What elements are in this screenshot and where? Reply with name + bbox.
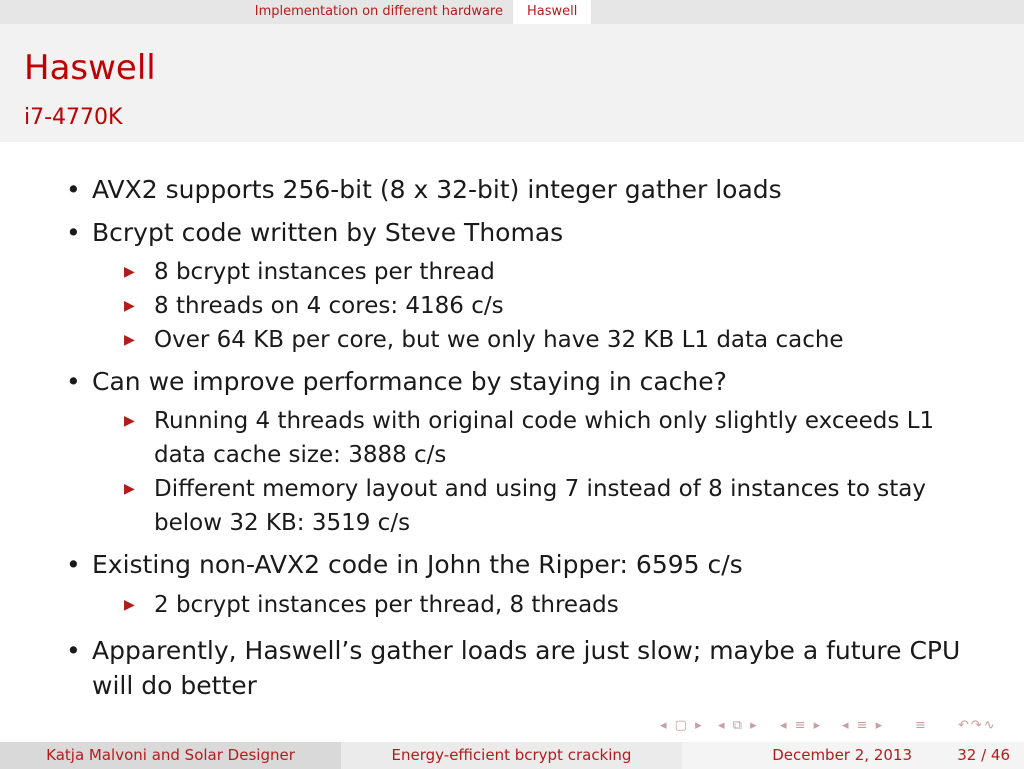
bullet-text: AVX2 supports 256-bit (8 x 32-bit) integer gather loads (92, 175, 782, 204)
sub-bullet-text: 8 bcrypt instances per thread (154, 259, 495, 285)
nav-document-icon[interactable]: ◂ ≡ ▸ (842, 718, 885, 733)
nav-frame-icon[interactable]: ◂ ▢ ▸ (660, 718, 704, 733)
bullet-text: Apparently, Haswell’s gather loads are just slow; maybe a future CPU will do better (92, 636, 961, 700)
sub-bullet-item (124, 404, 964, 472)
bullet-item (66, 364, 1002, 399)
nav-subsection-icon[interactable]: ◂ ⧉ ▸ (718, 718, 759, 733)
footer-info (682, 742, 1024, 769)
footer-page-number: 32 / 46 (957, 746, 1010, 764)
nav-section-icon[interactable]: ◂ ≡ ▸ (780, 718, 823, 733)
bullet-item (66, 547, 1002, 582)
footer-authors: Katja Malvoni and Solar Designer (0, 742, 341, 769)
bullet-text: Existing non-AVX2 code in John the Ripper: 6595 c/s (92, 550, 743, 579)
sub-bullet-text: 8 threads on 4 cores: 4186 c/s (154, 293, 504, 319)
sub-bullet-item (124, 588, 974, 622)
bullet-dot-icon: • (66, 175, 81, 204)
slide-footer (0, 742, 1024, 769)
triangle-bullet-icon: ▶ (124, 332, 135, 348)
bullet-dot-icon: • (66, 218, 81, 247)
bullet-dot-icon: • (66, 367, 81, 396)
bullet-item (66, 633, 992, 703)
frame-title: Haswell (24, 48, 156, 88)
triangle-bullet-icon: ▶ (124, 481, 135, 497)
bullet-item (66, 172, 1002, 207)
frame-subtitle: i7-4770K (24, 105, 123, 130)
nav-subsection-link[interactable]: Haswell (513, 0, 591, 24)
sub-bullet-text: Running 4 threads with original code which only slightly exceeds L1 data cache size: 3888 c/s (154, 408, 935, 468)
sub-bullet-item (124, 472, 954, 540)
footer-talk-title: Energy-efficient bcrypt cracking (341, 742, 682, 769)
sub-bullet-text: Different memory layout and using 7 instead of 8 instances to stay below 32 KB: 3519 c/s (154, 476, 926, 536)
nav-section-link[interactable]: Implementation on different hardware (254, 4, 503, 19)
sub-bullet-text: 2 bcrypt instances per thread, 8 threads (154, 592, 619, 618)
triangle-bullet-icon: ▶ (124, 264, 135, 280)
sub-bullet-item (124, 323, 974, 357)
bullet-item (66, 215, 1002, 250)
triangle-bullet-icon: ▶ (124, 298, 135, 314)
bullet-dot-icon: • (66, 550, 81, 579)
bullet-dot-icon: • (66, 636, 81, 665)
sub-bullet-item (124, 289, 974, 323)
triangle-bullet-icon: ▶ (124, 597, 135, 613)
sub-bullet-text: Over 64 KB per core, but we only have 32 KB L1 data cache (154, 327, 844, 353)
bullet-text: Bcrypt code written by Steve Thomas (92, 218, 564, 247)
bullet-text: Can we improve performance by staying in cache? (92, 367, 727, 396)
nav-outline-icon[interactable]: ≡ (915, 718, 928, 733)
sub-bullet-item (124, 255, 974, 289)
footer-date: December 2, 2013 (772, 746, 912, 764)
nav-search-icon[interactable]: ↶↷∿ (958, 718, 997, 733)
triangle-bullet-icon: ▶ (124, 413, 135, 429)
